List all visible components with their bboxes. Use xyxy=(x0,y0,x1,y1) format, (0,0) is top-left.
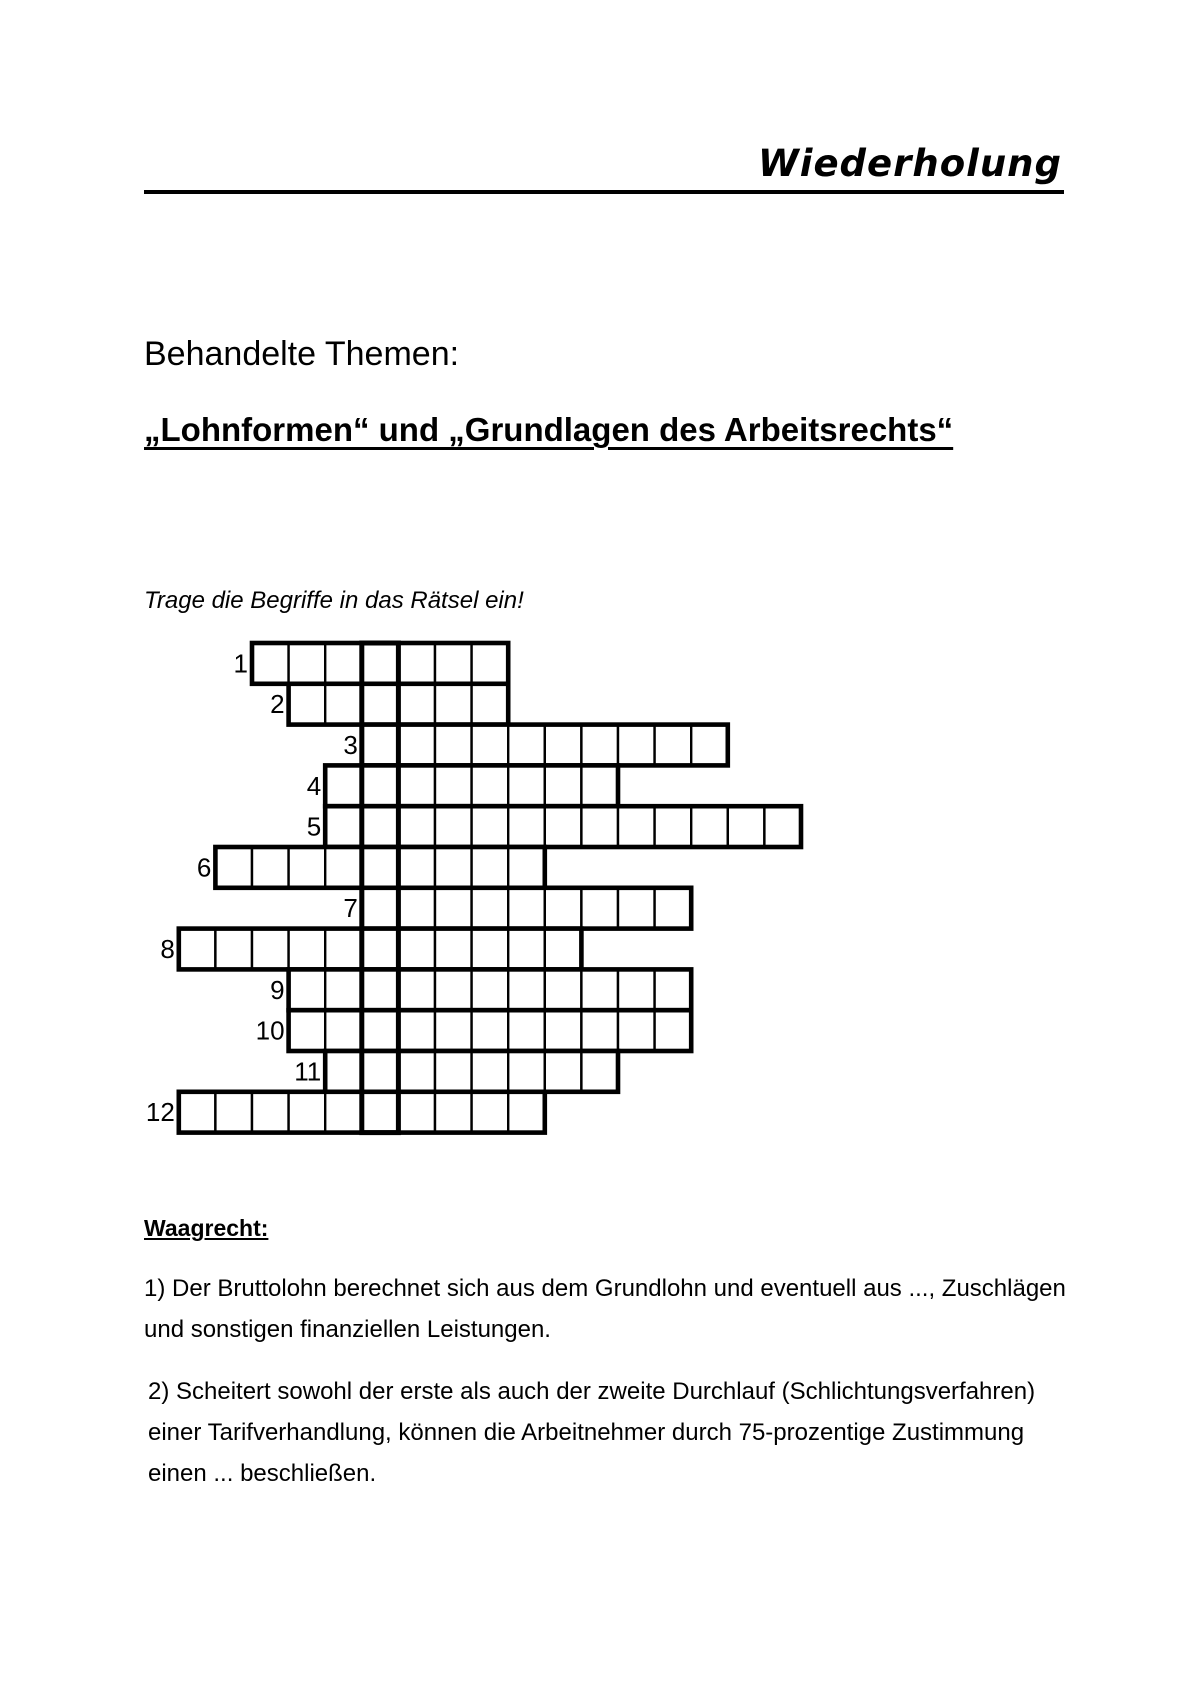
crossword-cell[interactable] xyxy=(179,1092,216,1133)
crossword-cell[interactable] xyxy=(618,969,655,1010)
crossword-cell[interactable] xyxy=(435,725,472,766)
header-divider xyxy=(144,190,1064,194)
crossword-cell[interactable] xyxy=(289,1010,326,1051)
crossword-cell[interactable] xyxy=(398,1010,435,1051)
crossword-cell[interactable] xyxy=(325,684,362,725)
crossword-cell[interactable] xyxy=(252,643,289,684)
crossword-row-3 xyxy=(343,725,727,766)
crossword-cell[interactable] xyxy=(508,765,545,806)
crossword-cell[interactable] xyxy=(289,684,326,725)
crossword-cell[interactable] xyxy=(325,765,362,806)
crossword-cell[interactable] xyxy=(325,929,362,970)
crossword-cell[interactable] xyxy=(325,1051,362,1092)
crossword-cell[interactable] xyxy=(435,1010,472,1051)
crossword-row-8 xyxy=(160,929,581,970)
crossword-row-number: 1 xyxy=(233,648,248,679)
topics-title: „Lohnformen“ und „Grundlagen des Arbeitsrechts“ xyxy=(144,411,954,448)
crossword-cell[interactable] xyxy=(398,1092,435,1133)
crossword-cell[interactable] xyxy=(508,888,545,929)
crossword-cell[interactable] xyxy=(508,929,545,970)
crossword-cell[interactable] xyxy=(618,1010,655,1051)
crossword-cell[interactable] xyxy=(655,725,692,766)
crossword-cell[interactable] xyxy=(398,806,435,847)
crossword-cell[interactable] xyxy=(472,1010,509,1051)
crossword-cell[interactable] xyxy=(325,1010,362,1051)
crossword-cell[interactable] xyxy=(362,847,399,888)
crossword-row-6 xyxy=(197,847,545,888)
crossword-row-outline xyxy=(289,684,509,725)
crossword-row-outline xyxy=(362,888,691,929)
crossword-cell[interactable] xyxy=(362,929,399,970)
crossword-cell[interactable] xyxy=(362,1051,399,1092)
crossword-row-number: 3 xyxy=(343,730,358,760)
crossword-cell[interactable] xyxy=(398,888,435,929)
crossword-row-12 xyxy=(146,1092,545,1133)
crossword-row-outline xyxy=(325,1051,618,1092)
crossword-row-outline xyxy=(179,1092,545,1133)
crossword-cell[interactable] xyxy=(472,929,509,970)
crossword-cell[interactable] xyxy=(325,806,362,847)
crossword-cell[interactable] xyxy=(618,806,655,847)
crossword-cell[interactable] xyxy=(289,847,326,888)
crossword-cell[interactable] xyxy=(325,969,362,1010)
crossword-row-outline xyxy=(289,1010,692,1051)
crossword-row-outline xyxy=(179,929,582,970)
crossword-row-outline xyxy=(325,765,618,806)
crossword-cell[interactable] xyxy=(581,725,618,766)
crossword-cell[interactable] xyxy=(398,643,435,684)
crossword-cell[interactable] xyxy=(545,929,582,970)
crossword-row-outline xyxy=(252,643,508,684)
crossword-cell[interactable] xyxy=(325,1092,362,1133)
crossword-cell[interactable] xyxy=(655,1010,692,1051)
crossword-cell[interactable] xyxy=(618,725,655,766)
crossword-cell[interactable] xyxy=(362,1092,399,1133)
crossword-cell[interactable] xyxy=(398,765,435,806)
crossword-row-number: 10 xyxy=(255,1015,285,1046)
crossword-cell[interactable] xyxy=(472,806,509,847)
crossword-cell[interactable] xyxy=(472,888,509,929)
crossword-cell[interactable] xyxy=(398,725,435,766)
crossword-cell[interactable] xyxy=(472,643,509,684)
crossword-cell[interactable] xyxy=(472,847,509,888)
crossword-cell[interactable] xyxy=(581,806,618,847)
crossword-cell[interactable] xyxy=(362,765,399,806)
crossword-cell[interactable] xyxy=(289,929,326,970)
crossword-cell[interactable] xyxy=(472,725,509,766)
crossword-row-outline xyxy=(289,969,692,1010)
crossword-row-number: 9 xyxy=(270,974,285,1005)
crossword-cell[interactable] xyxy=(508,806,545,847)
crossword-cell[interactable] xyxy=(435,806,472,847)
crossword-cell[interactable] xyxy=(545,806,582,847)
crossword-row-number: 8 xyxy=(160,934,175,964)
crossword-cell[interactable] xyxy=(215,847,252,888)
crossword-row-number: 12 xyxy=(145,1097,175,1128)
crossword-cell[interactable] xyxy=(215,1092,252,1133)
crossword-row-number: 6 xyxy=(196,852,212,883)
crossword-cell[interactable] xyxy=(362,1010,399,1051)
crossword-row-outline xyxy=(362,725,728,766)
crossword-cell[interactable] xyxy=(508,969,545,1010)
crossword-cell[interactable] xyxy=(289,969,326,1010)
crossword-cell[interactable] xyxy=(545,1051,582,1092)
crossword-cell[interactable] xyxy=(618,888,655,929)
crossword-cell[interactable] xyxy=(545,765,582,806)
crossword-cell[interactable] xyxy=(435,969,472,1010)
crossword-cell[interactable] xyxy=(545,1010,582,1051)
crossword-cell[interactable] xyxy=(398,684,435,725)
crossword-cell[interactable] xyxy=(435,1092,472,1133)
crossword-cell[interactable] xyxy=(581,969,618,1010)
clue-2: 2) Scheitert sowohl der erste als auch der zweite Durchlauf (Schlichtungsverfahren) einer Tarifverhandlung, können die Arbeitnehmer durch 75-prozentige Zustimmung einen ... beschließen. xyxy=(148,1378,1036,1487)
crossword-cell[interactable] xyxy=(435,684,472,725)
crossword-row-9 xyxy=(270,969,691,1010)
crossword-cell[interactable] xyxy=(252,847,289,888)
crossword-cell[interactable] xyxy=(472,765,509,806)
crossword-cell[interactable] xyxy=(435,929,472,970)
crossword-cell[interactable] xyxy=(545,969,582,1010)
crossword-cell[interactable] xyxy=(435,765,472,806)
crossword-cell[interactable] xyxy=(362,888,399,929)
crossword-cell[interactable] xyxy=(398,1051,435,1092)
topics-label: Behandelte Themen: xyxy=(144,335,460,373)
crossword-cell[interactable] xyxy=(655,806,692,847)
crossword-cell[interactable] xyxy=(362,806,399,847)
crossword-cell[interactable] xyxy=(581,1010,618,1051)
crossword-cell[interactable] xyxy=(362,684,399,725)
crossword-cell[interactable] xyxy=(398,929,435,970)
crossword-cell[interactable] xyxy=(472,969,509,1010)
crossword-cell[interactable] xyxy=(398,969,435,1010)
crossword-cell[interactable] xyxy=(362,969,399,1010)
crossword-cell[interactable] xyxy=(362,725,399,766)
crossword-cell[interactable] xyxy=(581,888,618,929)
crossword-row-11 xyxy=(294,1051,618,1092)
crossword-row-5 xyxy=(307,806,801,847)
crossword-cell[interactable] xyxy=(325,643,362,684)
crossword-cell[interactable] xyxy=(289,1092,326,1133)
crossword-cell[interactable] xyxy=(472,1092,509,1133)
crossword-row-outline xyxy=(325,806,801,847)
crossword-cell[interactable] xyxy=(215,929,252,970)
crossword-cell[interactable] xyxy=(252,929,289,970)
crossword-cell[interactable] xyxy=(472,684,509,725)
crossword-cell[interactable] xyxy=(655,888,692,929)
across-heading: Waagrecht: xyxy=(144,1215,269,1241)
crossword-row-number: 5 xyxy=(306,811,322,842)
crossword-cell[interactable] xyxy=(435,643,472,684)
crossword-cell[interactable] xyxy=(508,725,545,766)
crossword-cell[interactable] xyxy=(252,1092,289,1133)
crossword-cell[interactable] xyxy=(435,888,472,929)
crossword-cell[interactable] xyxy=(289,643,326,684)
crossword-cell[interactable] xyxy=(508,1092,545,1133)
crossword-cell[interactable] xyxy=(581,1051,618,1092)
clue-1: 1) Der Bruttolohn berechnet sich aus dem Grundlohn und eventuell aus ..., Zuschlägen und sonstigen finanziellen Leistungen. xyxy=(144,1275,1066,1343)
crossword-cell[interactable] xyxy=(691,725,728,766)
crossword-row-4 xyxy=(307,765,618,806)
crossword-row-10 xyxy=(256,1010,692,1051)
instruction-text: Trage die Begriffe in das Rätsel ein! xyxy=(144,587,524,614)
crossword-cell[interactable] xyxy=(655,969,692,1010)
crossword-cell[interactable] xyxy=(472,1051,509,1092)
crossword-cell[interactable] xyxy=(545,725,582,766)
crossword-cell[interactable] xyxy=(508,1051,545,1092)
crossword-cell[interactable] xyxy=(691,806,728,847)
crossword-cell[interactable] xyxy=(435,1051,472,1092)
crossword-cell[interactable] xyxy=(728,806,765,847)
crossword-row-number: 4 xyxy=(306,770,322,801)
crossword-row-7 xyxy=(343,888,691,929)
crossword-cell[interactable] xyxy=(325,847,362,888)
crossword-cell[interactable] xyxy=(508,1010,545,1051)
crossword-cell[interactable] xyxy=(179,929,216,970)
page-title: Wiederholung xyxy=(757,142,1062,185)
crossword-cell[interactable] xyxy=(362,643,399,684)
crossword-row-1 xyxy=(234,643,509,684)
crossword-row-number: 7 xyxy=(343,893,358,924)
crossword-row-outline xyxy=(215,847,544,888)
crossword-cell[interactable] xyxy=(435,847,472,888)
crossword-row-number: 2 xyxy=(270,689,285,720)
crossword-cell[interactable] xyxy=(508,847,545,888)
crossword-cell[interactable] xyxy=(545,888,582,929)
crossword-row-2 xyxy=(270,684,508,725)
solution-column xyxy=(362,643,399,1133)
crossword-row-number: 11 xyxy=(294,1056,322,1087)
crossword-cell[interactable] xyxy=(764,806,801,847)
crossword-cell[interactable] xyxy=(398,847,435,888)
crossword-cell[interactable] xyxy=(581,765,618,806)
